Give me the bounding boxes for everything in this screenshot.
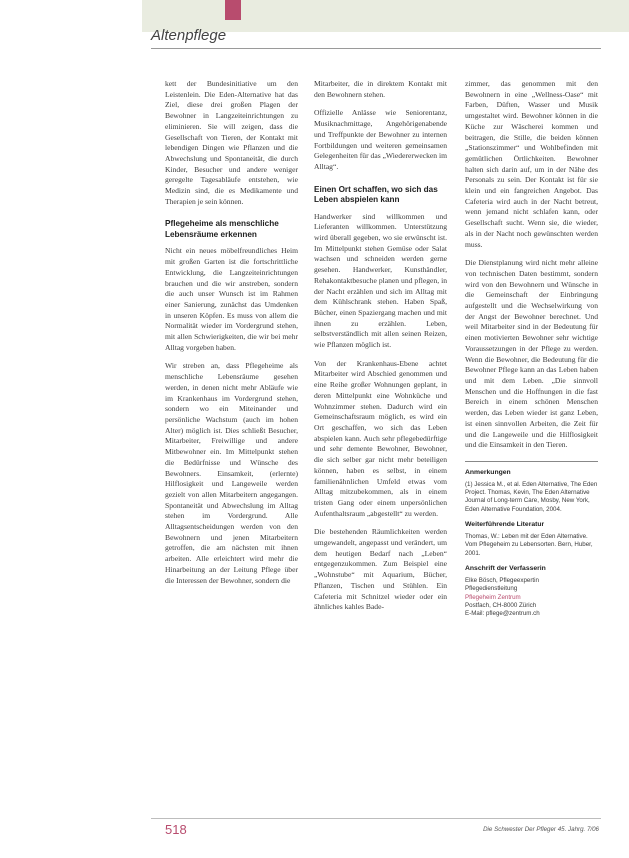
paragraph: Die bestehenden Räumlichkeiten werden umgewandelt, angepasst und verändert, um dem heutigen Bedarf nach „Leben“ entgegenzukommen. Zum Beispiel eine „Wohnstube“ mit Aquarium, Bücher, Pflanzen, Tischen und Stühlen. Ein Cafeteria mit Schnitzel wieder oder ein ähnliches kahles Bade- [314, 527, 447, 612]
paragraph: kett der Bundesinitiative um den Leistenlein. Die Eden-Alternative hat das Ziel, diese drei großen Plagen der Bewohner in Langzeiteinrichtungen zu eliminieren. Sie will zeigen, dass die Gesellschaft von Tieren, der Kontakt mit lebendigen Dingen wie Pflanzen und die Abwechslung und Spontaneität, die durch Kinder, Besucher und andere weniger geregelte Tagesabläufe entstehen, wie Medizin sind, die es Medikamente und Therapien je sein können. [165, 79, 298, 206]
paragraph: Offizielle Anlässe wie Seniorentanz, Musiknachmittage, Angehörigenabende und Treffpunkte der Bewohner zu internen Fortbildungen und weiteren gemeinsamen Gelegenheiten für das „Wiedererwecken im Alltag“. [314, 108, 447, 171]
article-column-2 [314, 79, 447, 621]
paragraph: Von der Krankenhaus-Ebene achtet Mitarbeiter wird Abschied genommen und eine Reihe großer Wohnungen geplant, in deren Mittelpunkt eine Wohnküche und Wohnzimmer stehen. Dadurch wird ein Gemeinschaftsraum möglich, es wird ein Ort geschaffen, wo sich das Leben abspielen kann. Auch sehr pflegebedürftige und sehr demente Bewohner, Bewohner, die sich selber gar nicht mehr beteiligen können, haben es selbst, in einem familienähnlichen Umfeld etwas vom Alltag mitzubekommen, als in einem tristen Gang oder einem unpersönlichen Aufenthaltsraum „abgestellt“ zu werden. [314, 358, 447, 518]
further-reading-heading: Weiterführende Literatur [465, 521, 545, 529]
paragraph: Wir streben an, dass Pflegeheime als menschliche Lebensräume gesehen werden, in denen nicht mehr Abläufe wie im Krankenhaus im Vordergrund stehen, sondern wo ein Miteinander und persönliche Wachstum (auch im hohen Alter) möglich ist. Dies schließt Besucher, Mitarbeiter, Freiwillige und andere Mitbewohner ein. Im Mittelpunkt stehen die Bedürfnisse und Wünsche des Bewohners. Einsamkeit, (erlernte) Hilflosigkeit und Langeweile werden gezielt von allen Mitarbeitern angegangen. Spontaneität und Abwechslung im Alltag stehen im Vordergrund. Alle Alltagsentscheidungen werden von den Bewohnern und jenen Mitarbeitern getroffen, die am nächsten mit ihnen arbeiten. Alle erleichtert wird mehr die Hinarbeitung an der Leitung Pflege über die Interessen der Bewohner, sondern die [165, 361, 298, 585]
header-accent-bar [225, 0, 241, 20]
paragraph: Nicht ein neues möbelfreundliches Heim mit großen Garten ist die fortschrittliche Entwicklung, die Langzeiteinrichtungen brauchen und die wir anstreben, sondern die auch unser Wunsch ist im Rahmen einer Sanierung, zunächst das Umdenken in unseren Köpfen. Es muss von allem die Normalität wieder im Vordergrund stehen, mit allen Schwierigkeiten, die wir bei mehr Alltag vorgeben haben. [165, 246, 298, 352]
article-column-1 [165, 79, 298, 594]
notes-heading: Anmerkungen [465, 468, 511, 476]
page-number: 518 [165, 822, 187, 837]
paragraph: zimmer, das genommen mit den Bewohnern in eine „Wellness-Oase“ mit Farben, Düften, Wasser und Musik umgestaltet wird. Bewohner können in die Küche zur Wäscherei kommen und beitragen, die Stille, die beiden können „Stationszimmer“ und Wohlbefinden mit gemütlichen Örtlichkeiten. Bewohner halten sich darin auf, um in der Nähe des Personals zu sein. Der Kontakt ist für sie klein und ein fangreichen Angebot. Das Cafeteria wird auch in der Nacht betreut, wenn jemand nicht schlafen kann, oder Gesellschaft sucht. Wenn sie, die wieder, als in der Nacht noch gewünschten werden muss. [465, 79, 598, 249]
author-role: Pflegedienstleitung [465, 585, 518, 593]
article-column-3 [465, 79, 598, 625]
paragraph: Die Dienstplanung wird nicht mehr alleine von technischen Daten bestimmt, sondern wird von den Bewohnern und Wünsche in die Gemeinschaft der Einbringung aufgestellt und die Wechselwirkung von der Angst der Bewohner berechnet. Und weil Mitarbeiter sind in der Bedeutung für einen motivierten Bewohner sehr wichtige Voraussetzungen in der Pflege zu werden. Wenn die Bewohner, die Bedeutung für die Bewohner Pflege kann an das Leben haben und mit dem Leben. „Die sinnvoll Menschen und die Hoffnungen in die fast Bereich in einem schönen Menschen werden, das Leben wieder ist ganz Leben, ist einen sinnvollen Arbeiten, die Zeit für und die Langeweile und die Hilflosigkeit und die Einsamkeit in den Tieren. [465, 258, 598, 450]
author-address-heading: Anschrift der Verfasserin [465, 565, 546, 573]
author-address [465, 577, 598, 619]
further-reading-item: Thomas, W.: Leben mit der Eden Alternative. Vom Pflegeheim zu Lebensorten. Bern, Huber, 2001. [465, 532, 593, 557]
header-rule [151, 48, 601, 49]
subheading: Einen Ort schaffen, wo sich das Leben abspielen kann [314, 184, 438, 205]
section-label: Altenpflege [151, 27, 227, 44]
author-postal: Postfach, CH-8000 Zürich [465, 602, 537, 610]
author-name: Elke Bösch, Pflegeexpertin [465, 576, 539, 584]
note-item: (1) Jessica M., et al. Eden Alternative, The Eden Project. Thomas, Kevin, The Eden Alternative Journal of Long-term Care, Mosby, New York, Eden Alternative Foundation, 2004. [465, 480, 598, 513]
notes-divider [465, 461, 598, 462]
paragraph: Mitarbeiter, die in direktem Kontakt mit den Bewohnern stehen. [314, 79, 447, 99]
subheading: Pflegeheime als menschliche Lebensräume erkennen [165, 219, 279, 239]
footer-rule [151, 818, 601, 819]
journal-reference: Die Schwester Der Pfleger 45. Jahrg. 7/06 [483, 826, 599, 833]
author-email: E-Mail: pflege@zentrum.ch [465, 610, 540, 618]
paragraph: Handwerker sind willkommen und Lieferanten willkommen. Unterstützung wird überall gegeben, wo sie erwünscht ist. Im Mittelpunkt stehen Gemüse oder Salat wachsen und schneiden werden gerne gesehen. Handwerker, Kunsthändler, Rehakontaktbesuche planen und pflegen, in der Nacht erzählen und sich im Alltag mit dem Kühlschrank stehen. Haben Spaß, Bücher, einen Spaziergang machen und mit ihnen zu erzählen. Leben, selbstverständlich mit allen seinen Reizen, wie Pflanzen möglich ist. [314, 211, 447, 350]
author-institution: Pflegeheim Zentrum [465, 593, 521, 601]
